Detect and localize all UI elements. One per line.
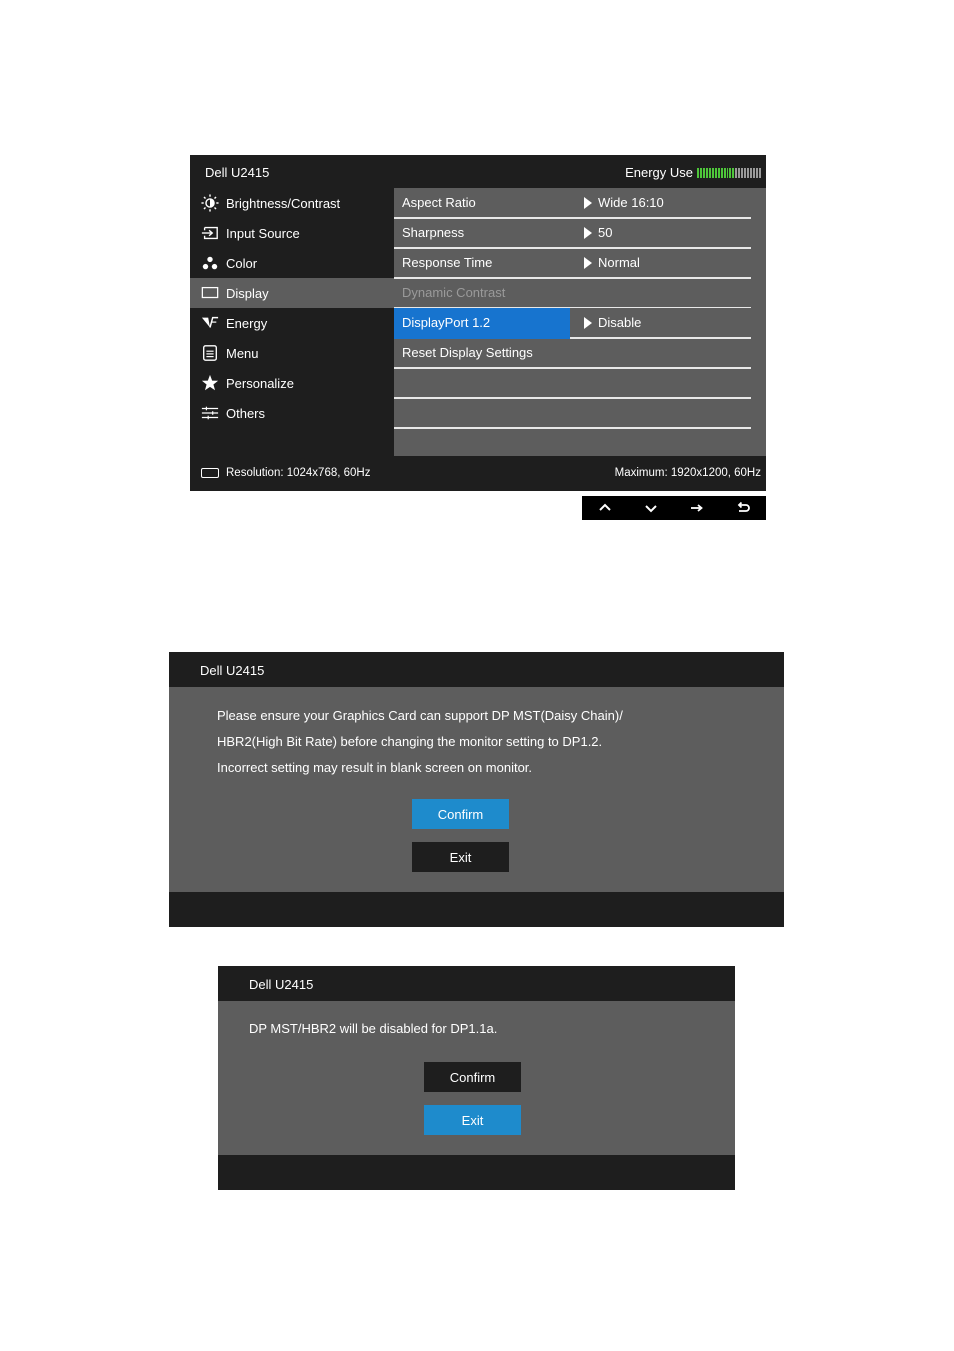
right-arrow-icon — [690, 501, 704, 515]
osd-footer — [190, 456, 766, 491]
display-submenu — [394, 188, 766, 456]
menu-item-label: Brightness/Contrast — [226, 195, 341, 211]
energy-meter-segment — [709, 168, 711, 178]
play-arrow-icon — [584, 317, 592, 329]
dialog-title: Dell U2415 — [249, 977, 314, 992]
maximum-resolution-text: Maximum: 1920x1200, 60Hz — [614, 467, 761, 479]
row-label: Dynamic Contrast — [402, 285, 506, 300]
energy-meter-segment — [712, 168, 714, 178]
menu-item-input-source[interactable] — [190, 218, 394, 248]
menu-item-label: Others — [226, 405, 266, 421]
menu-item-energy[interactable] — [190, 308, 394, 338]
menu-item-label: Input Source — [226, 225, 300, 241]
energy-meter-segment — [732, 168, 734, 178]
up-button[interactable] — [582, 496, 628, 520]
down-arrow-icon — [644, 501, 658, 515]
input-source-icon — [200, 223, 220, 243]
confirm-button[interactable]: Confirm — [412, 799, 509, 829]
dialog-titlebar — [218, 966, 735, 1001]
energy-meter-segment — [724, 168, 726, 178]
row-empty — [394, 368, 751, 399]
menu-item-personalize[interactable] — [190, 368, 394, 398]
play-arrow-icon — [584, 197, 592, 209]
row-response-time[interactable] — [394, 248, 751, 279]
menu-item-label: Personalize — [226, 375, 294, 391]
dp11a-warning-dialog — [218, 966, 735, 1190]
brightness-icon — [200, 193, 220, 213]
energy-meter-segment — [753, 168, 755, 178]
color-icon — [200, 253, 220, 273]
menu-item-label: Display — [226, 285, 269, 301]
row-value: 50 — [584, 225, 612, 240]
row-label: DisplayPort 1.2 — [402, 315, 491, 330]
osd-navigation-bar — [582, 496, 766, 520]
row-displayport-1-2[interactable] — [394, 308, 751, 339]
menu-item-others[interactable] — [190, 398, 394, 428]
energy-meter-segment — [747, 168, 749, 178]
energy-use-label: Energy Use — [625, 165, 693, 180]
osd-title: Dell U2415 — [205, 165, 270, 180]
osd-window — [190, 155, 766, 491]
row-dynamic-contrast — [394, 278, 751, 309]
menu-item-label: Color — [226, 255, 258, 271]
energy-meter-segment — [706, 168, 708, 178]
energy-meter-segment — [759, 168, 761, 178]
display-icon — [200, 283, 220, 303]
dialog-footer — [169, 892, 784, 927]
menu-item-menu[interactable] — [190, 338, 394, 368]
energy-meter-segment — [700, 168, 702, 178]
row-value: Wide 16:10 — [584, 195, 664, 210]
energy-meter-segment — [727, 168, 729, 178]
energy-meter-segment — [697, 168, 699, 178]
exit-button[interactable]: Exit — [424, 1105, 521, 1135]
row-label: Sharpness — [402, 225, 465, 240]
row-empty — [394, 398, 751, 429]
menu-item-label: Menu — [226, 345, 259, 361]
menu-icon — [200, 343, 220, 363]
up-arrow-icon — [598, 501, 612, 515]
osd-main-menu — [190, 188, 394, 456]
energy-icon — [200, 313, 220, 333]
menu-item-label: Energy — [226, 315, 268, 331]
energy-meter-segment — [738, 168, 740, 178]
others-icon — [200, 403, 220, 423]
back-button[interactable] — [720, 496, 766, 520]
play-arrow-icon — [584, 257, 592, 269]
star-icon — [200, 373, 220, 393]
row-value: Normal — [584, 255, 640, 270]
right-button[interactable] — [674, 496, 720, 520]
osd-titlebar — [190, 155, 766, 188]
energy-meter-segment — [744, 168, 746, 178]
message-line: HBR2(High Bit Rate) before changing the monitor setting to DP1.2. — [217, 734, 603, 749]
dialog-message: DP MST/HBR2 will be disabled for DP1.1a. — [249, 1021, 498, 1036]
row-reset-display-settings[interactable] — [394, 338, 751, 369]
energy-meter-segment — [703, 168, 705, 178]
energy-meter-segment — [756, 168, 758, 178]
dialog-title: Dell U2415 — [200, 663, 265, 678]
dialog-message — [217, 703, 623, 781]
row-aspect-ratio[interactable] — [394, 188, 751, 219]
play-arrow-icon — [584, 227, 592, 239]
energy-meter-segment — [735, 168, 737, 178]
message-line: Incorrect setting may result in blank screen on monitor. — [217, 760, 533, 775]
menu-item-brightness-contrast[interactable] — [190, 188, 394, 218]
exit-button[interactable]: Exit — [412, 842, 509, 872]
energy-meter-segment — [721, 168, 723, 178]
resolution-text: Resolution: 1024x768, 60Hz — [226, 467, 371, 479]
message-line: Please ensure your Graphics Card can support DP MST(Daisy Chain)/ — [217, 708, 623, 723]
dp12-warning-dialog — [169, 652, 784, 927]
energy-use-meter — [697, 168, 761, 178]
row-value: Disable — [584, 315, 641, 330]
confirm-button[interactable]: Confirm — [424, 1062, 521, 1092]
down-button[interactable] — [628, 496, 674, 520]
dialog-footer — [218, 1155, 735, 1190]
row-label: Response Time — [402, 255, 493, 270]
energy-meter-segment — [750, 168, 752, 178]
energy-meter-segment — [741, 168, 743, 178]
connector-icon — [201, 468, 219, 478]
row-label: Reset Display Settings — [402, 345, 533, 360]
row-label: Aspect Ratio — [402, 195, 476, 210]
menu-item-color[interactable] — [190, 248, 394, 278]
back-icon — [736, 501, 750, 515]
energy-meter-segment — [729, 168, 731, 178]
energy-meter-segment — [718, 168, 720, 178]
menu-item-display[interactable] — [190, 278, 394, 308]
dialog-titlebar — [169, 652, 784, 687]
row-sharpness[interactable] — [394, 218, 751, 249]
energy-meter-segment — [715, 168, 717, 178]
